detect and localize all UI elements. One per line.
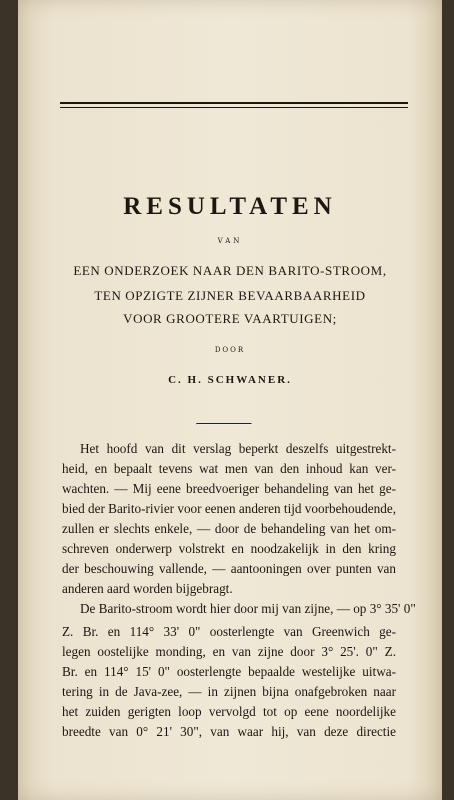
body-line: De Barito-stroom wordt hier door mij van zijne, — op 3° 35' 0" [80, 601, 416, 616]
header-rule-thin [60, 107, 408, 108]
author-name: C. H. SCHWANER. [168, 374, 292, 386]
body-line: Br. en 114° 15' 0" oosterlengte bepaalde westelijke uitwa- [62, 664, 396, 679]
body-line: Z. Br. en 114° 33' 0" oosterlengte van Greenwich ge- [62, 624, 396, 639]
body-line: wachten. — Mij eene breedvoeriger behandeling van het ge- [62, 481, 396, 496]
book-page [18, 0, 442, 800]
body-line: schreven onderwerp volstrekt en noodzakelijk in den kring [62, 541, 396, 556]
byline-door: DOOR [214, 346, 246, 354]
page-title: RESULTATEN [123, 193, 337, 220]
heading-line-3: VOOR GROOTERE VAARTUIGEN; [123, 311, 337, 326]
body-line: der beschouwing vallende, — aantooningen over punten van [62, 561, 396, 576]
header-rule-thick [60, 102, 408, 104]
body-line: legen oostelijke monding, en van zijne door 3° 25'. 0" Z. [62, 644, 396, 659]
body-line: zullen er slechts enkele, — door de behandeling van het om- [62, 521, 396, 536]
heading-line-1: EEN ONDERZOEK NAAR DEN BARITO-STROOM, [73, 263, 387, 278]
body-line: bied der Barito-rivier voor eenen anderen tijd voorbehoudende, [62, 501, 396, 516]
heading-line-2: TEN OPZIGTE ZIJNER BEVAARBAARHEID [94, 288, 366, 303]
body-line: anderen aard worden bijgebragt. [62, 581, 233, 596]
subtitle-van: VAN [217, 237, 243, 245]
body-line: heid, en bepaalt tevens wat men van den inhoud kan ver- [62, 461, 396, 476]
body-line: tering in de Java-zee, — in zijnen bijna onafgebroken naar [62, 684, 396, 699]
body-line: het zuiden gerigten loop vervolgd tot op eene noordelijke [62, 704, 396, 719]
section-divider [196, 423, 252, 425]
body-line: breedte van 0° 21' 30", van waar hij, van deze directie [62, 724, 396, 739]
body-line: Het hoofd van dit verslag beperkt deszelfs uitgestrekt- [80, 441, 396, 456]
